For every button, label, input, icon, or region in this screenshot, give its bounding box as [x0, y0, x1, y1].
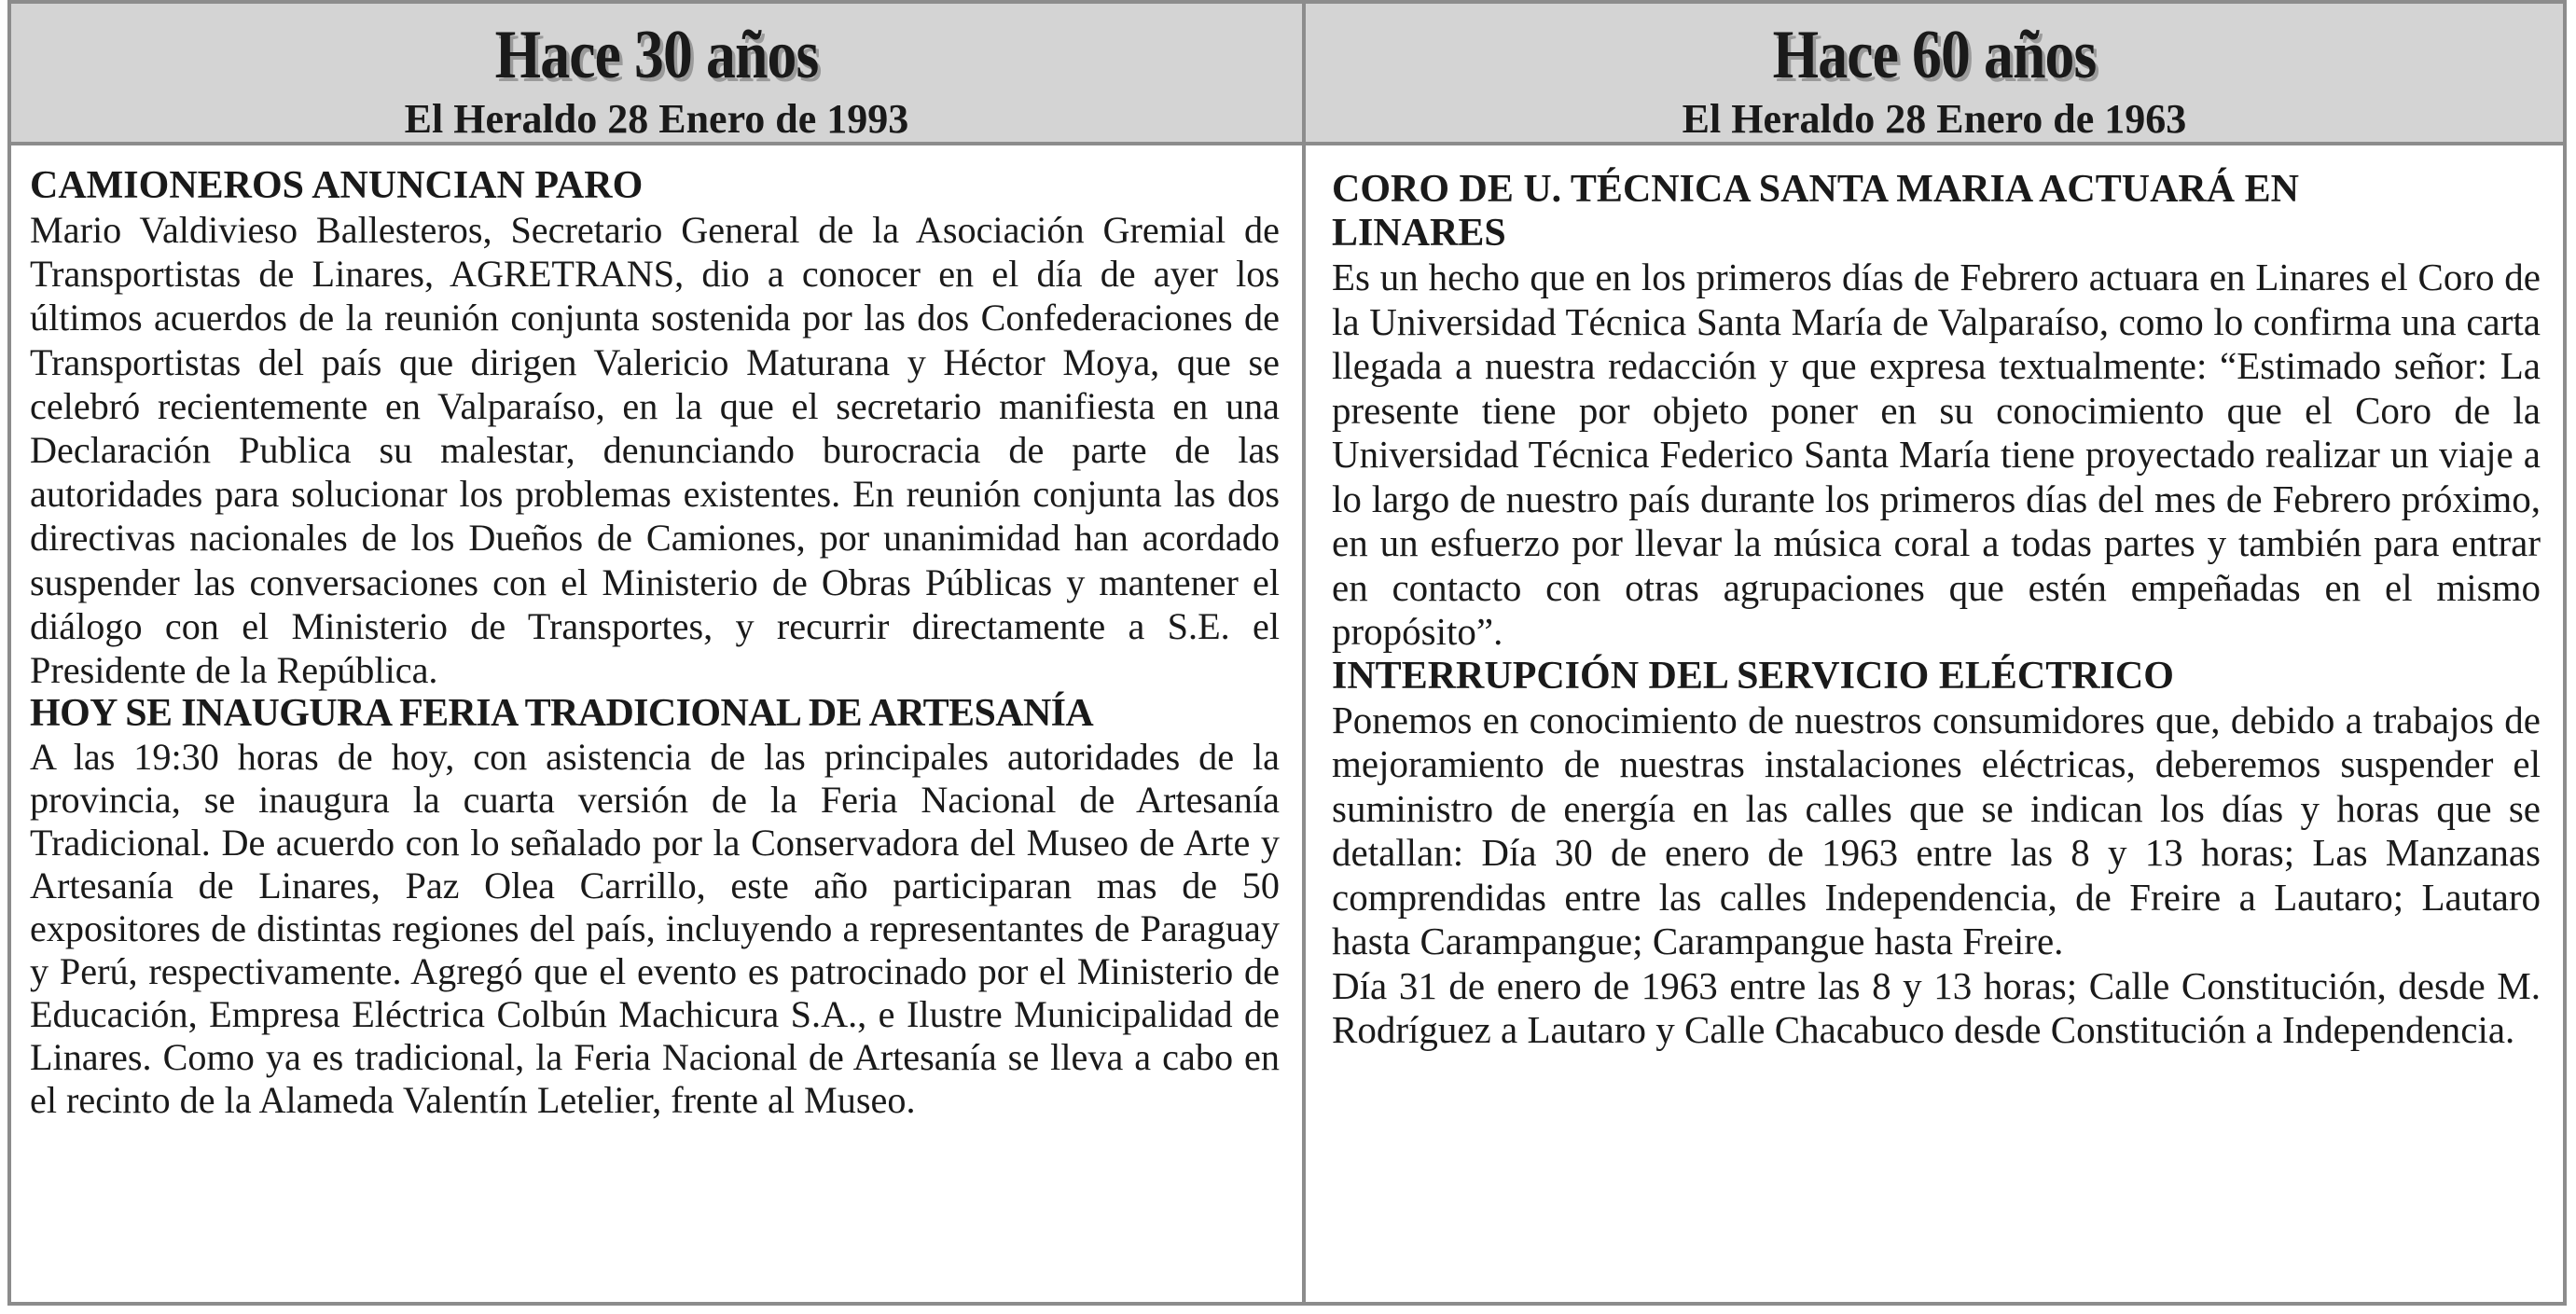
article-headline: CORO DE U. TÉCNICA SANTA MARIA ACTUARÁ EN LINARES [1332, 168, 2299, 255]
article-body-continued: Día 31 de enero de 1963 entre las 8 y 13 horas; Calle Constitución, desde M. Rodríguez a Lautaro y Calle Chacabuco desde Constitución a Independencia. [1332, 963, 2541, 1051]
article-headline: CAMIONEROS ANUNCIAN PARO [30, 164, 644, 207]
column-subtitle: El Heraldo 28 Enero de 1993 [404, 96, 909, 142]
article [1332, 655, 2541, 1053]
column-subtitle: El Heraldo 28 Enero de 1963 [1682, 96, 2187, 142]
article-body: Mario Valdivieso Ballesteros, Secretario General de la Asociación Gremial de Transportistas de Linares, AGRETRANS, dio a conocer en el día de ayer los últimos acuerdos de la reunión conjunta sostenida por las dos Confederaciones de Transportistas del país que dirigen Valericio Maturana y Héctor Moya, que se celebró recientemente en Valparaíso, en la que el secretario manifiesta en una Declaración Publica su malestar, denunciando burocracia de parte de las autoridades para solucionar los problemas existentes. En reunión conjunta las dos directivas nacionales de los Dueños de Camiones, por unanimidad han acordado suspender las conversaciones con el Ministerio de Obras Públicas y mantener el diálogo con el Ministerio de Transportes, y recurrir directamente a S.E. el Presidente de la República. [30, 209, 1280, 692]
article-body: Es un hecho que en los primeros días de Febrero actuara en Linares el Coro de la Universidad Técnica Santa María de Valparaíso, como lo confirma una carta llegada a nuestra redacción y que expresa textualmente: “Estimado señor: La presente tiene por objeto poner en su conocimiento que el Coro de la Universidad Técnica Federico Santa María tiene proyectado realizar un viaje a lo largo de nuestro país durante los primeros días del mes de Febrero próximo, en un esfuerzo por llevar la música coral a todas partes y también para entrar en contacto con otras agrupaciones que estén empeñadas en el mismo propósito”. [1332, 256, 2541, 653]
column-header [1306, 4, 2563, 145]
article [30, 692, 1280, 1122]
column-body [11, 145, 1302, 1302]
article-headline: INTERRUPCIÓN DEL SERVICIO ELÉCTRICO [1332, 654, 2174, 698]
page-frame [7, 0, 2567, 1306]
column-body [1306, 145, 2563, 1302]
column-30-years [11, 4, 1306, 1302]
column-title: Hace 60 años [1772, 17, 2097, 93]
article [1332, 168, 2541, 655]
article-headline: HOY SE INAUGURA FERIA TRADICIONAL DE ARTESANÍA [30, 692, 1094, 736]
column-title: Hace 30 años [494, 17, 819, 93]
column-60-years [1306, 4, 2563, 1302]
article-body: Ponemos en conocimiento de nuestros consumidores que, debido a trabajos de mejoramiento de nuestras instalaciones eléctricas, deberemos suspender el suministro de energía en las calles que se indican los días y horas que se detallan: Día 30 de enero de 1963 entre las 8 y 13 horas; Las Manzanas comprendidas entre las calles Independencia, de Freire a Lautaro; Lautaro hasta Carampangue; Carampangue hasta Freire. [1332, 698, 2541, 962]
article-body: A las 19:30 horas de hoy, con asistencia de las principales autoridades de la provincia, se inaugura la cuarta versión de la Feria Nacional de Artesanía Tradicional. De acuerdo con lo señalado por la Conservadora del Museo de Arte y Artesanía de Linares, Paz Olea Carrillo, este año participaran mas de 50 expositores de distintas regiones del país, incluyendo a representantes de Paraguay y Perú, respectivamente. Agregó que el evento es patrocinado por el Ministerio de Educación, Empresa Eléctrica Colbún Machicura S.A., e Ilustre Municipalidad de Linares. Como ya es tradicional, la Feria Nacional de Artesanía se lleva a cabo en el recinto de la Alameda Valentín Letelier, frente al Museo. [30, 736, 1280, 1122]
article [30, 164, 1280, 692]
column-header [11, 4, 1302, 145]
